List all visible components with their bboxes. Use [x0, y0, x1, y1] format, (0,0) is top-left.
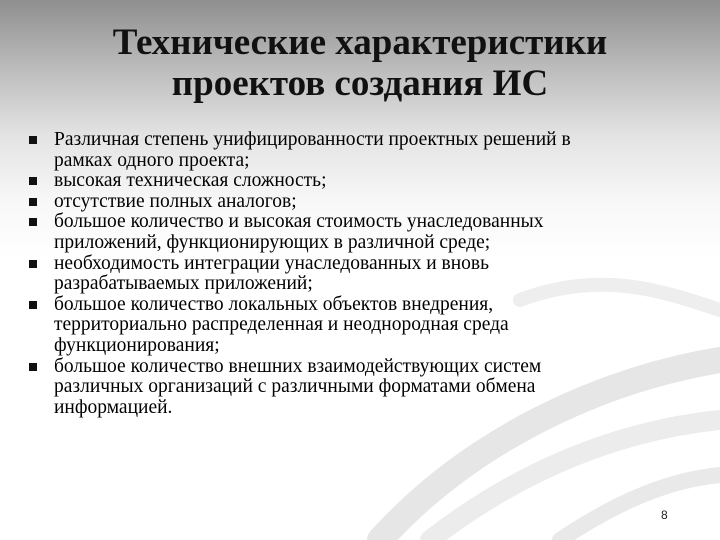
title-line-2: проектов создания ИС: [171, 63, 549, 104]
bullet-list: [18, 130, 708, 418]
bullet-text-line: большое количество и высокая стоимость унаследованных: [54, 211, 544, 233]
square-bullet-icon: [29, 177, 37, 185]
bullet-item-1: [18, 130, 708, 171]
bullet-item-6: [18, 295, 708, 357]
bullet-item-7: [18, 357, 708, 419]
bullet-text-line: высокая техническая сложность;: [54, 170, 327, 192]
square-bullet-icon: [29, 363, 37, 371]
slide-title: [60, 22, 660, 104]
bullet-text-line: большое количество локальных объектов внедрения,: [54, 293, 494, 315]
bullet-text-line: территориально распределенная и неоднородная среда: [54, 314, 509, 336]
bullet-text-line: большое количество внешних взаимодействующих систем: [54, 355, 542, 377]
bullet-text-line: отсутствие полных аналогов;: [54, 190, 297, 212]
bullet-item-3: [18, 192, 708, 213]
square-bullet-icon: [29, 198, 37, 206]
bullet-item-4: [18, 212, 708, 253]
bullet-text-line: различных организаций с различными форматами обмена: [54, 376, 536, 398]
bullet-item-2: [18, 171, 708, 192]
page-number: 8: [661, 508, 668, 522]
bullet-text-line: информацией.: [54, 396, 173, 418]
square-bullet-icon: [29, 260, 37, 268]
swirl-4: [560, 475, 720, 540]
bullet-text-line: рамках одного проекта;: [54, 149, 250, 171]
bullet-item-5: [18, 254, 708, 295]
bullet-text-line: функционирования;: [54, 334, 220, 356]
bullet-text-line: необходимость интеграции унаследованных и вновь: [54, 252, 490, 274]
square-bullet-icon: [29, 218, 37, 226]
square-bullet-icon: [29, 301, 37, 309]
square-bullet-icon: [29, 136, 37, 144]
bullet-text-line: разрабатываемых приложений;: [54, 273, 313, 295]
bullet-text-line: Различная степень унифицированности проектных решений в: [54, 129, 571, 150]
title-line-1: Технические характеристики: [112, 22, 608, 63]
bullet-text-line: приложений, функционирующих в различной среде;: [54, 231, 491, 253]
